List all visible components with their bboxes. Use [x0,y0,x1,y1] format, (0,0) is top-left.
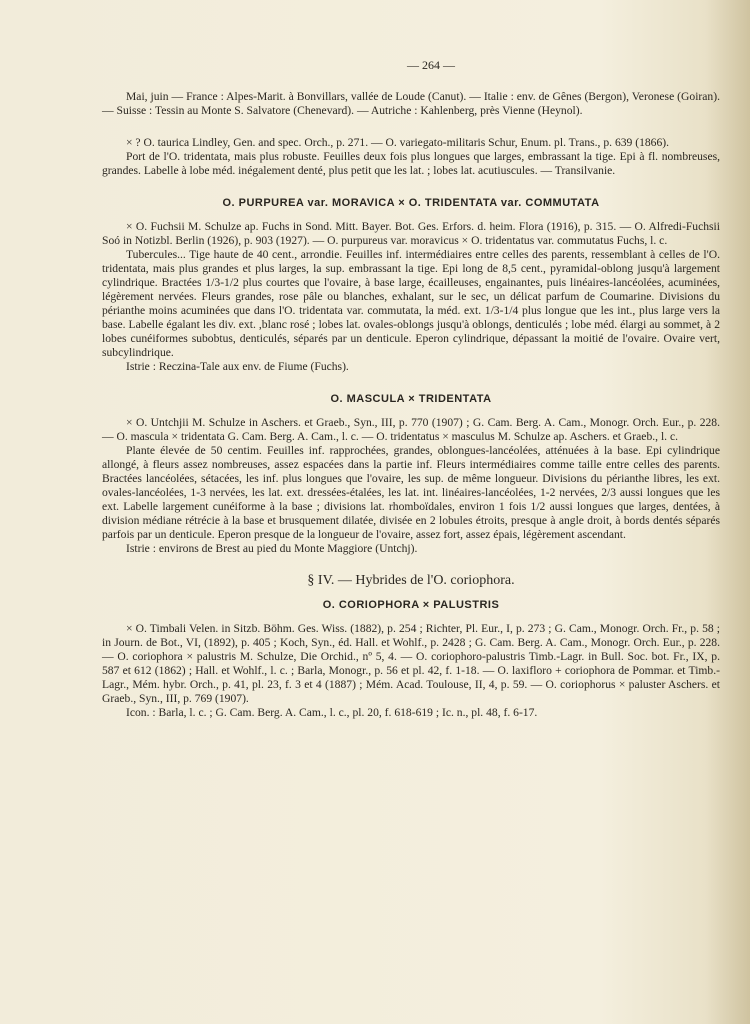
fuchsii-description: Tubercules... Tige haute de 40 cent., arrondie. Feuilles inf. intermédiaires entre celles des parents, ressemblant à celles de l'O. tridentata, mais plus grandes et plus larges, la sup. embrassant la tige. Epi long de 8,5 cent., pyramidal-oblong jusqu'à largement cylindrique. Bractées 1/3-1/2 plus courtes que l'ovaire, à base large, écailleuses, engainantes, puis linéaires-lancéolées, acuminées, légèrement nervées. Fleurs grandes, rose pâle ou blanches, exhalant, sur le sec, un délicat parfum de Coumarine. Divisions du périanthe moins acuminées que dans l'O. tridentata var. commutata, la méd. ext. 1/3-1/4 plus longue que les int., plus large vers la base. Labelle égalant les div. ext. ,blanc rosé ; lobes lat. ovales-oblongs jusqu'à oblongs, denticulés ; lobe méd. élargi au sommet, à 2 lobes cunéiformes subobtus, denticulés, séparés par un denticule. Eperon cylindrique, dépassant la moitié de l'ovaire. Ovaire vert, subcylindrique. [102,248,720,359]
heading-mascula-tridentata: O. MASCULA × TRIDENTATA [330,393,492,405]
fuchsii-reference: × O. Fuchsii M. Schulze ap. Fuchs in Sond. Mitt. Bayer. Bot. Ges. Erfors. d. heim. Flora (1916), p. 315. — O. Alfredi-Fuchsii Soó in Notizbl. Berlin (1926), p. 903 (1927). — O. purpureus var. moravicus × O. tridentatus var. commutatus Fuchs, l. c. [102,220,720,247]
fuchsii-locality: Istrie : Reczina-Tale aux env. de Fiume (Fuchs). [126,360,349,373]
page-number: — 264 — [407,58,455,72]
heading-purpurea-tridentata: O. PURPUREA var. MORAVICA × O. TRIDENTATA var. COMMUTATA [222,197,600,209]
timbali-iconography: Icon. : Barla, l. c. ; G. Cam. Berg. A. Cam., l. c., pl. 20, f. 618-619 ; Ic. n., pl. 48, f. 6-17. [126,706,538,719]
section-title: § IV. — Hybrides de l'O. coriophora. [307,573,515,588]
untchjii-reference: × O. Untchjii M. Schulze in Aschers. et Graeb., Syn., III, p. 770 (1907) ; G. Cam. Berg. A. Cam., Monogr. Orch. Eur., p. 228. — O. mascula × tridentata G. Cam. Berg. A. Cam., l. c. — O. tridentatus × masculus M. Schulze ap. Aschers. et Graeb., l. c. [102,416,720,443]
heading-coriophora-palustris: O. CORIOPHORA × PALUSTRIS [322,599,500,611]
page-content [102,58,720,720]
distribution-paragraph: Mai, juin — France : Alpes-Marit. à Bonvillars, vallée de Loude (Canut). — Italie : env. de Gênes (Bergon), Veronese (Goiran). — Suisse : Tessin au Monte S. Salvatore (Chenevard). — Autriche : Kahlenberg, près Vienne (Heynol). [102,90,720,117]
taurica-description: Port de l'O. tridentata, mais plus robuste. Feuilles deux fois plus longues que larges, embrassant la tige. Epi à fl. nombreuses, grandes. Labelle à lobe méd. inégalement denté, plus petit que les lat. ; lobes lat. acutiuscules. — Transilvanie. [102,150,720,177]
untchjii-locality: Istrie : environs de Brest au pied du Monte Maggiore (Untchj). [126,542,418,555]
timbali-reference: × O. Timbali Velen. in Sitzb. Böhm. Ges. Wiss. (1882), p. 254 ; Richter, Pl. Eur., I, p. 273 ; G. Cam., Monogr. Orch. Fr., p. 58 ; in Journ. de Bot., VI, (1892), p. 405 ; Koch, Syn., éd. Hall. et Wohlf., p. 2428 ; G. Cam. Berg. A. Cam., Monogr. Orch. Eur., p. 228. — O. coriophora × palustris M. Schulze, Die Orchid., nº 5, 4. — O. coriophoro-palustris Timb.-Lagr. in Bull. Soc. bot. Fr., IX, p. 587 et 612 (1862) ; Hall. et Wohlf., l. c. ; Barla, Monogr., p. 56 et pl. 42, f. 1-18. — O. laxifloro + coriophora de Pommar. et Timb.-Lagr., Mém. hybr. Orch., p. 41, pl. 23, f. 3 et 4 (1887) ; Mém. Acad. Toulouse, II, 4, p. 59. — O. coriophorus × paluster Aschers. et Graeb., Syn., III, p. 769 (1907). [102,622,720,705]
taurica-reference: × ? O. taurica Lindley, Gen. and spec. Orch., p. 271. — O. variegato-militaris Schur, Enum. pl. Trans., p. 639 (1866). [126,136,670,149]
untchjii-description: Plante élevée de 50 centim. Feuilles inf. rapprochées, grandes, oblongues-lancéolées, atténuées à la base. Epi cylindrique allongé, à fleurs assez nombreuses, assez espacées dans la partie inf. Fleurs intermédiaires comme taille entre celles des parents. Bractées lancéolées, sétacées, les inf. plus longues que l'ovaire, les sup. de même longueur. Divisions du périanthe libres, les ext. ovales-lancéolées, 1-3 nervées, les lat. ext. dressées-étalées, les lat. int. linéaires-lancéolées, 1-2 nervées, 2/3 aussi longues que les ext. Labelle largement cunéiforme à la base ; divisions lat. rhomboïdales, environ 1 fois 1/2 aussi longues que larges, dentées, à division médiane rétrécie à la base et brusquement dilatée, divisée en 2 lobules étroits, presque à angle droit, à bords dentés séparés parfois par un denticule. Eperon presque de la longueur de l'ovaire, assez fort, assez épais, légèrement ascendant. [102,444,720,541]
